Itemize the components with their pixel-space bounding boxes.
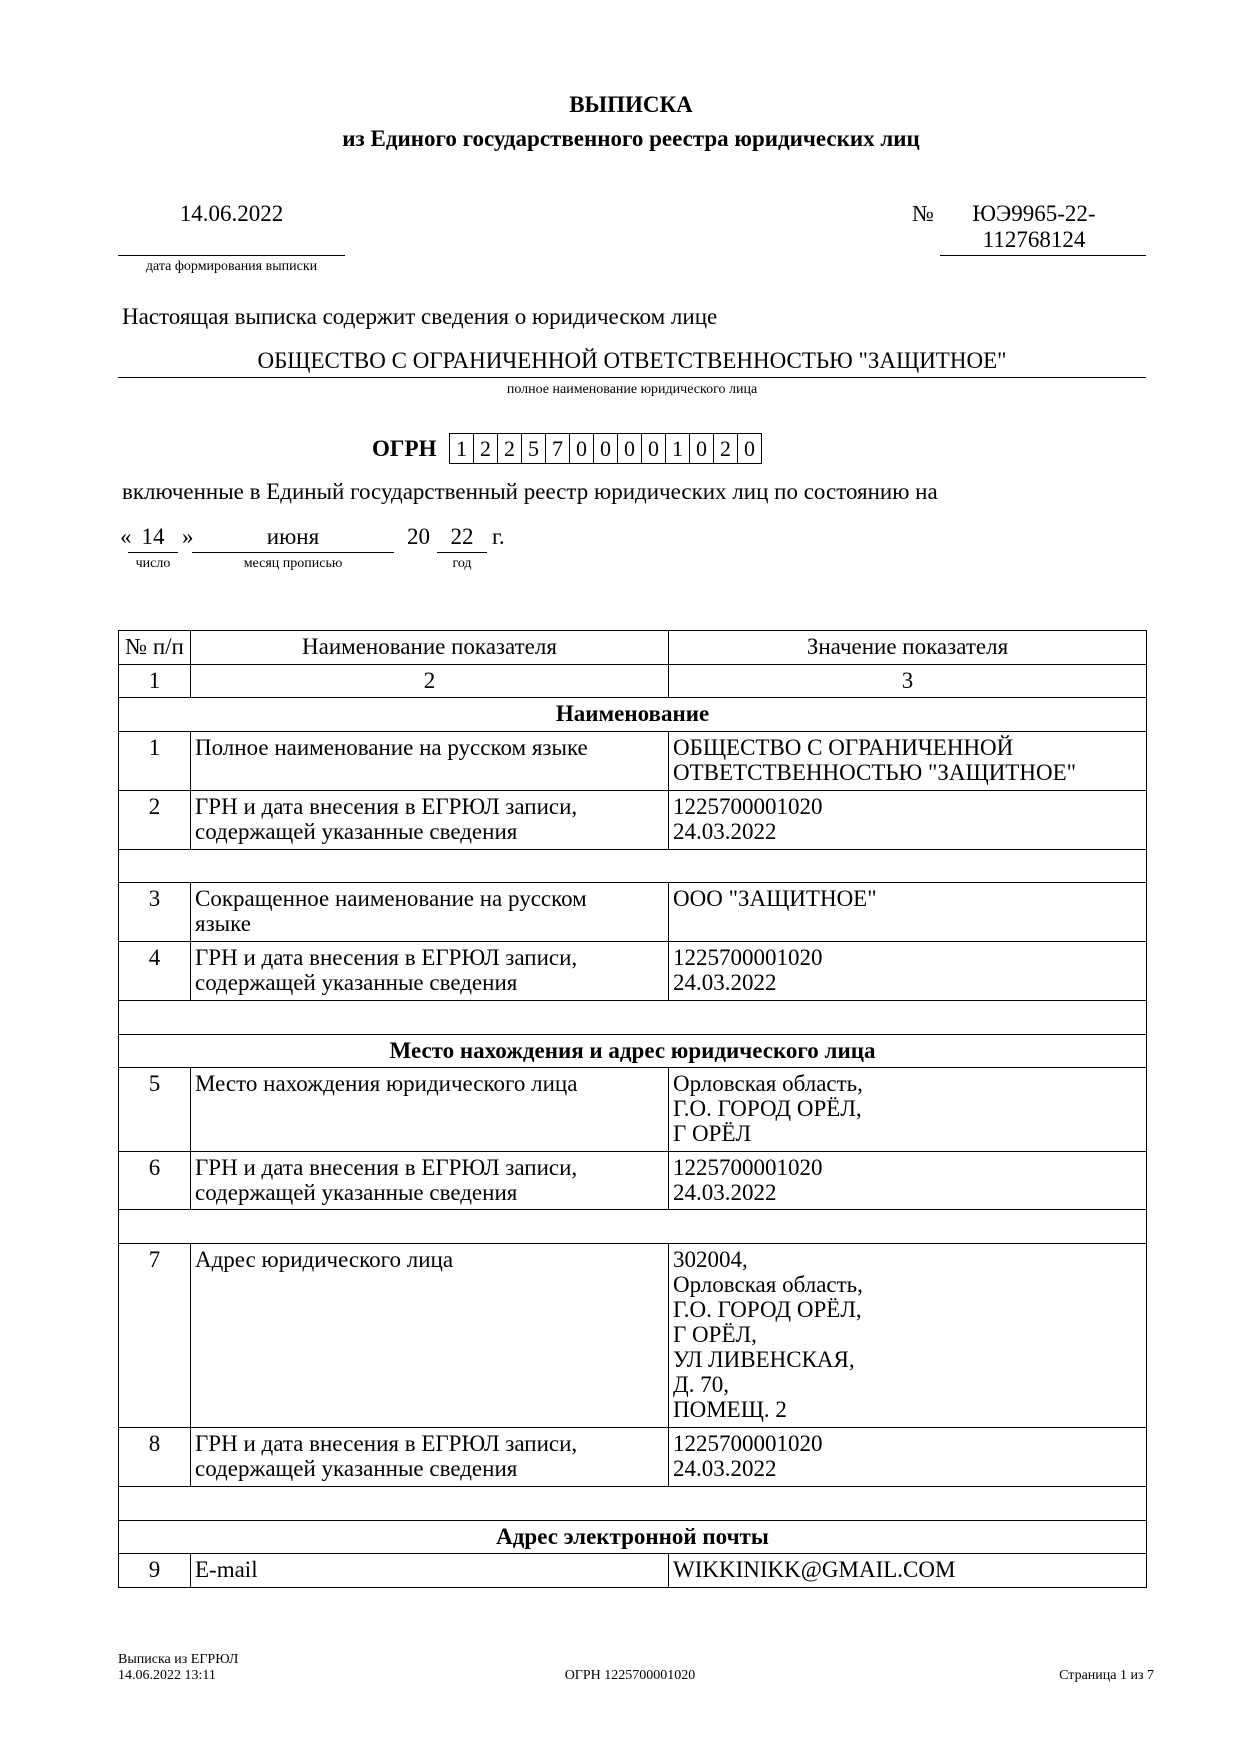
month-caption: месяц прописью (243, 556, 343, 571)
row-value: 1225700001020 24.03.2022 (669, 1428, 1147, 1487)
formation-date: 14.06.2022 (179, 201, 284, 226)
table-row (119, 883, 1147, 942)
row-indicator: Полное наименование на русском языке (191, 732, 669, 791)
ogrn-digit: 2 (713, 433, 738, 464)
ogrn-digit: 0 (617, 433, 642, 464)
spacer-row (119, 1001, 1147, 1035)
ogrn-digit: 0 (689, 433, 714, 464)
open-quote: « (120, 524, 132, 549)
row-indicator: ГРН и дата внесения в ЕГРЮЛ записи, содержащей указанные сведения (191, 791, 669, 850)
row-number: 3 (119, 883, 191, 942)
section-row (119, 698, 1147, 732)
spacer-row (119, 850, 1147, 883)
row-indicator: ГРН и дата внесения в ЕГРЮЛ записи, содержащей указанные сведения (191, 942, 669, 1001)
ogrn-digit: 0 (641, 433, 666, 464)
header-value: Значение показателя (669, 631, 1147, 665)
included-text: включенные в Единый государственный реестр юридических лиц по состоянию на (122, 479, 938, 504)
row-value: 1225700001020 24.03.2022 (669, 1152, 1147, 1210)
row-indicator: E-mail (191, 1554, 669, 1588)
extract-number-line (940, 255, 1146, 256)
header-indicator: Наименование показателя (191, 631, 669, 665)
row-number: 9 (119, 1554, 191, 1588)
footer-page: Страница 1 из 7 (1059, 1668, 1154, 1683)
state-year: 22 (450, 524, 474, 549)
row-value: Орловская область, Г.О. ГОРОД ОРЁЛ, Г ОРЁЛ (669, 1068, 1147, 1152)
row-number: 7 (119, 1244, 191, 1428)
day-caption: число (135, 556, 171, 571)
document-title: ВЫПИСКА (569, 92, 693, 117)
section-row (119, 1035, 1147, 1068)
year-caption: год (452, 556, 472, 571)
row-indicator: ГРН и дата внесения в ЕГРЮЛ записи, содержащей указанные сведения (191, 1428, 669, 1487)
row-number: 5 (119, 1068, 191, 1152)
spacer-cell (119, 1210, 1147, 1244)
row-indicator: Сокращенное наименование на русском языке (191, 883, 669, 942)
row-number: 4 (119, 942, 191, 1001)
state-century: 20 (407, 524, 430, 549)
close-quote: » (182, 524, 194, 549)
ogrn-digit: 7 (545, 433, 570, 464)
header-number: № п/п (119, 631, 191, 665)
row-value: WIKKINIKK@GMAIL.COM (669, 1554, 1147, 1588)
ogrn-digit: 2 (473, 433, 498, 464)
table-row (119, 1068, 1147, 1152)
ogrn-digit: 0 (593, 433, 618, 464)
footer-ogrn: ОГРН 1225700001020 (564, 1668, 696, 1683)
section-title-email: Адрес электронной почты (119, 1521, 1147, 1554)
register-table (118, 630, 1147, 1588)
state-month: июня (266, 524, 320, 549)
row-value: ОБЩЕСТВО С ОГРАНИЧЕННОЙ ОТВЕТСТВЕННОСТЬЮ "ЗАЩИТНОЕ" (669, 732, 1147, 791)
ogrn-digit: 2 (497, 433, 522, 464)
spacer-row (119, 1210, 1147, 1244)
ogrn-digit: 0 (737, 433, 762, 464)
section-title-naming: Наименование (119, 698, 1147, 732)
number-sign: № (912, 201, 934, 226)
row-indicator: Место нахождения юридического лица (191, 1068, 669, 1152)
entity-name-line (118, 377, 1146, 378)
table-row (119, 1428, 1147, 1487)
table-row (119, 1554, 1147, 1588)
state-day: 14 (141, 524, 165, 549)
row-indicator: Адрес юридического лица (191, 1244, 669, 1428)
formation-date-line (118, 255, 345, 256)
column-number: 2 (191, 665, 669, 698)
spacer-cell (119, 850, 1147, 883)
footer-timestamp: 14.06.2022 13:11 (118, 1668, 216, 1683)
day-line (128, 552, 178, 553)
entity-full-name: ОБЩЕСТВО С ОГРАНИЧЕННОЙ ОТВЕТСТВЕННОСТЬЮ "ЗАЩИТНОЕ" (257, 348, 1007, 373)
column-number: 1 (119, 665, 191, 698)
entity-name-caption: полное наименование юридического лица (506, 382, 758, 397)
row-number: 1 (119, 732, 191, 791)
spacer-row (119, 1487, 1147, 1521)
table-row (119, 1152, 1147, 1210)
row-number: 6 (119, 1152, 191, 1210)
year-suffix: г. (492, 524, 505, 549)
table-row (119, 732, 1147, 791)
table-row (119, 1244, 1147, 1428)
ogrn-digit: 1 (665, 433, 690, 464)
section-title-location: Место нахождения и адрес юридического лица (119, 1035, 1147, 1068)
row-number: 8 (119, 1428, 191, 1487)
section-row (119, 1521, 1147, 1554)
ogrn-digit-boxes (450, 433, 762, 464)
table-row (119, 942, 1147, 1001)
formation-date-caption: дата формирования выписки (145, 259, 318, 274)
intro-text: Настоящая выписка содержит сведения о юридическом лице (122, 304, 718, 329)
year-line (437, 552, 487, 553)
footer-doc-name: Выписка из ЕГРЮЛ (118, 1652, 239, 1667)
extract-number: ЮЭ9965-22- 112768124 (972, 201, 1096, 252)
row-value: 302004, Орловская область, Г.О. ГОРОД ОРЁЛ, Г ОРЁЛ, УЛ ЛИВЕНСКАЯ, Д. 70, ПОМЕЩ. 2 (669, 1244, 1147, 1428)
spacer-cell (119, 1487, 1147, 1521)
ogrn-label: ОГРН (372, 436, 437, 461)
table-row (119, 791, 1147, 850)
ogrn-digit: 0 (569, 433, 594, 464)
ogrn-digit: 1 (449, 433, 474, 464)
column-numbers-row (119, 665, 1147, 698)
ogrn-digit: 5 (521, 433, 546, 464)
month-line (192, 552, 394, 553)
row-value: 1225700001020 24.03.2022 (669, 942, 1147, 1001)
row-number: 2 (119, 791, 191, 850)
document-subtitle: из Единого государственного реестра юридических лиц (342, 126, 920, 151)
table-header-row (119, 631, 1147, 665)
row-indicator: ГРН и дата внесения в ЕГРЮЛ записи, содержащей указанные сведения (191, 1152, 669, 1210)
column-number: 3 (669, 665, 1147, 698)
row-value: 1225700001020 24.03.2022 (669, 791, 1147, 850)
spacer-cell (119, 1001, 1147, 1035)
row-value: ООО "ЗАЩИТНОЕ" (669, 883, 1147, 942)
